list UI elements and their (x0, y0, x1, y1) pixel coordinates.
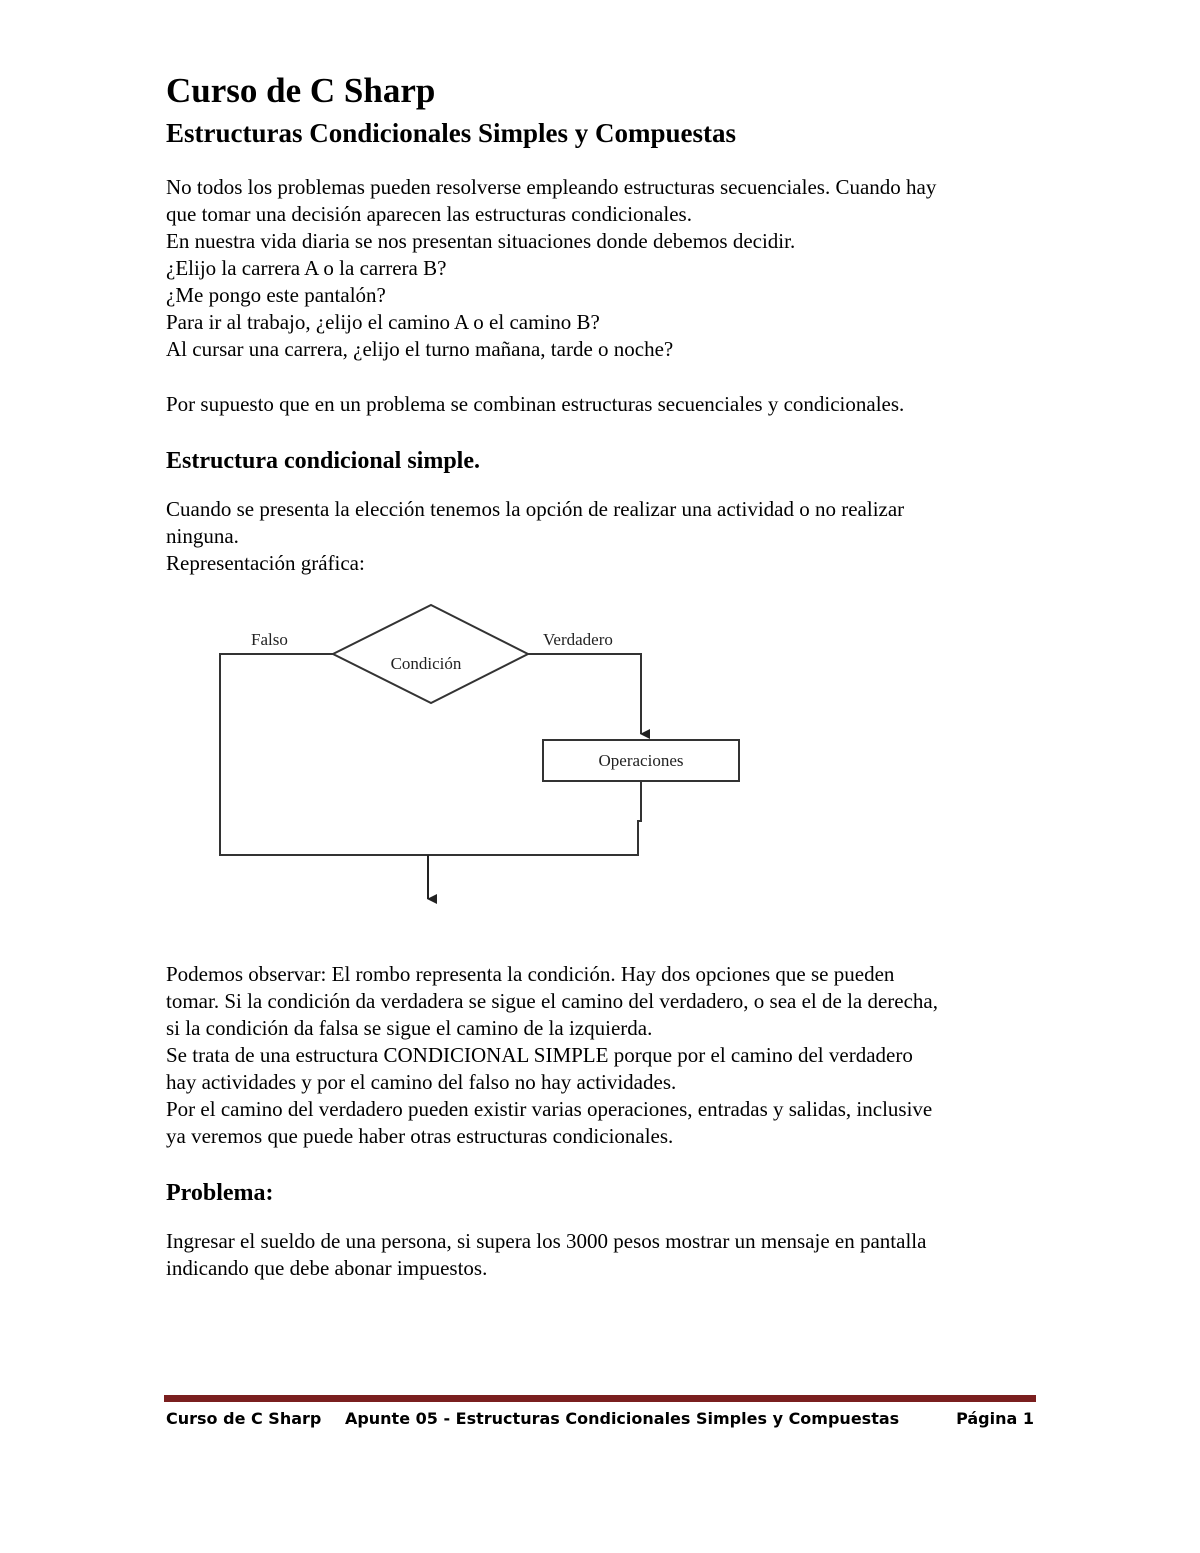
footer-left (166, 1408, 917, 1430)
true-path-line (528, 654, 641, 734)
observation-line: ya veremos que puede haber otras estructuras condicionales. (166, 1124, 674, 1148)
join-line (428, 781, 641, 855)
true-label: Verdadero (543, 630, 613, 649)
document-subtitle: Estructuras Condicionales Simples y Compuestas (166, 118, 737, 148)
false-label: Falso (251, 630, 288, 649)
intro-line: Al cursar una carrera, ¿elijo el turno mañana, tarde o noche? (166, 337, 674, 361)
observation-paragraph (166, 961, 1036, 1150)
false-path-line (220, 654, 428, 855)
condition-label: Condición (390, 654, 462, 673)
footer-chapter: Apunte 05 - Estructuras Condicionales Simples y Compuestas (344, 1409, 900, 1428)
observation-line: si la condición da falsa se sigue el camino de la izquierda. (166, 1016, 653, 1040)
footer-rule (164, 1395, 1036, 1402)
problem-line: indicando que debe abonar impuestos. (166, 1256, 488, 1280)
simple-paragraph (166, 496, 1036, 577)
intro-line: En nuestra vida diaria se nos presentan situaciones donde debemos decidir. (166, 229, 796, 253)
simple-line: Representación gráfica: (166, 551, 365, 575)
simple-line: Cuando se presenta la elección tenemos la opción de realizar una actividad o no realizar (166, 497, 905, 521)
simple-line: ninguna. (166, 524, 239, 548)
observation-line: Por el camino del verdadero pueden existir varias operaciones, entradas y salidas, inclusive (166, 1097, 933, 1121)
footer-course: Curso de C Sharp (166, 1409, 322, 1428)
intro-paragraph (166, 174, 1036, 363)
problem-paragraph (166, 1228, 1036, 1282)
intro-line: ¿Me pongo este pantalón? (166, 283, 386, 307)
document-title: Curso de C Sharp (166, 71, 436, 110)
intro-line: Para ir al trabajo, ¿elijo el camino A o el camino B? (166, 310, 600, 334)
page-footer (166, 1408, 1034, 1430)
section-heading-problem: Problema: (166, 1180, 274, 1206)
problem-line: Ingresar el sueldo de una persona, si supera los 3000 pesos mostrar un mensaje en pantalla (166, 1229, 927, 1253)
observation-line: tomar. Si la condición da verdadera se sigue el camino del verdadero, o sea el de la derecha, (166, 989, 939, 1013)
intro-line: No todos los problemas pueden resolverse empleando estructuras secuenciales. Cuando hay (166, 175, 937, 199)
operations-label: Operaciones (598, 751, 684, 770)
intro-conclusion: Por supuesto que en un problema se combinan estructuras secuenciales y condicionales. (166, 392, 905, 416)
intro-line: que tomar una decisión aparecen las estructuras condicionales. (166, 202, 692, 226)
footer-page-number: Página 1 (956, 1409, 1034, 1428)
intro-line: ¿Elijo la carrera A o la carrera B? (166, 256, 447, 280)
observation-line: hay actividades y por el camino del falso no hay actividades. (166, 1070, 677, 1094)
flowchart-diagram (216, 591, 776, 921)
observation-line: Podemos observar: El rombo representa la condición. Hay dos opciones que se pueden (166, 962, 895, 986)
section-heading-simple: Estructura condicional simple. (166, 448, 481, 474)
observation-line: Se trata de una estructura CONDICIONAL SIMPLE porque por el camino del verdadero (166, 1043, 913, 1067)
document-page (166, 68, 1036, 1282)
